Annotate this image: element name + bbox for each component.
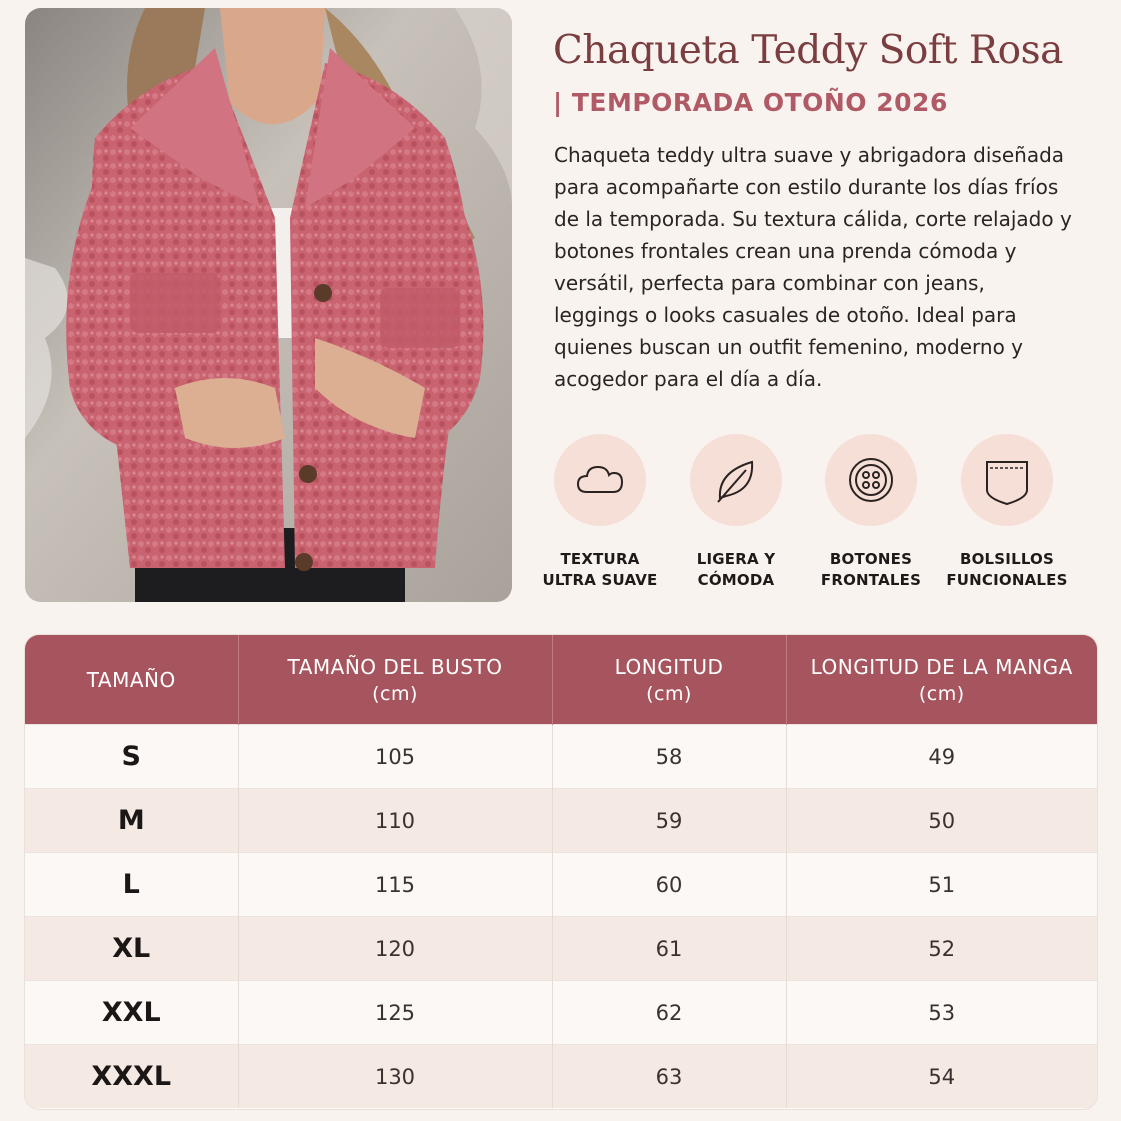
sleeve-cell: 52 [786, 917, 1097, 981]
bust-cell: 105 [238, 725, 552, 789]
feature-label: CÓMODA [697, 571, 775, 589]
length-cell: 61 [552, 917, 786, 981]
bust-cell: 130 [238, 1045, 552, 1109]
feature-label: ULTRA SUAVE [542, 571, 658, 589]
size-table [25, 635, 1097, 1109]
sleeve-cell: 54 [786, 1045, 1097, 1109]
length-cell: 63 [552, 1045, 786, 1109]
sleeve-cell: 49 [786, 725, 1097, 789]
bust-cell: 115 [238, 853, 552, 917]
feature-label: FUNCIONALES [946, 571, 1068, 589]
bust-cell: 125 [238, 981, 552, 1045]
header-sleeve: LONGITUD DE LA MANGA (cm) [786, 635, 1097, 725]
leaf-icon [706, 450, 766, 510]
table-row [25, 981, 1097, 1045]
bust-cell: 110 [238, 789, 552, 853]
table-row [25, 917, 1097, 981]
model-jacket-illustration [25, 8, 512, 602]
product-description: Chaqueta teddy ultra suave y abrigadora diseñada para acompañarte con estilo durante los días fríos de la temporada. Su textura cálida, corte relajado y botones frontales crean una prenda cómoda y versátil, perfecta para combinar con jeans, leggings o looks casuales de otoño. Ideal para quienes buscan un outfit femenino, moderno y acogedor para el día a día. [554, 143, 1072, 391]
length-cell: 58 [552, 725, 786, 789]
table-header-row [25, 635, 1097, 725]
feature-buttons [801, 434, 941, 591]
pocket-icon [977, 450, 1037, 510]
size-cell: S [25, 725, 238, 789]
product-photo [25, 8, 512, 602]
cloud-icon [570, 450, 630, 510]
header-size: TAMAÑO [25, 635, 238, 725]
feature-label: FRONTALES [820, 571, 922, 589]
table-row [25, 725, 1097, 789]
length-cell: 59 [552, 789, 786, 853]
product-title: Chaqueta Teddy Soft Rosa [553, 28, 1063, 73]
size-cell: XXL [25, 981, 238, 1045]
table-row [25, 789, 1097, 853]
sleeve-cell: 50 [786, 789, 1097, 853]
header-bust: TAMAÑO DEL BUSTO (cm) [238, 635, 552, 725]
feature-label: TEXTURA [560, 550, 640, 568]
button-icon [841, 450, 901, 510]
sleeve-cell: 53 [786, 981, 1097, 1045]
feature-light [666, 434, 806, 591]
size-cell: M [25, 789, 238, 853]
table-row [25, 853, 1097, 917]
length-cell: 60 [552, 853, 786, 917]
feature-texture [530, 434, 670, 591]
sleeve-cell: 51 [786, 853, 1097, 917]
feature-label: LIGERA Y [696, 550, 776, 568]
product-subtitle: | TEMPORADA OTOÑO 2026 [553, 88, 948, 117]
length-cell: 62 [552, 981, 786, 1045]
feature-pockets [937, 434, 1077, 591]
size-cell: L [25, 853, 238, 917]
feature-label: BOLSILLOS [959, 550, 1055, 568]
header-length: LONGITUD (cm) [552, 635, 786, 725]
size-cell: XL [25, 917, 238, 981]
table-row [25, 1045, 1097, 1109]
feature-label: BOTONES [829, 550, 913, 568]
size-cell: XXXL [25, 1045, 238, 1109]
bust-cell: 120 [238, 917, 552, 981]
